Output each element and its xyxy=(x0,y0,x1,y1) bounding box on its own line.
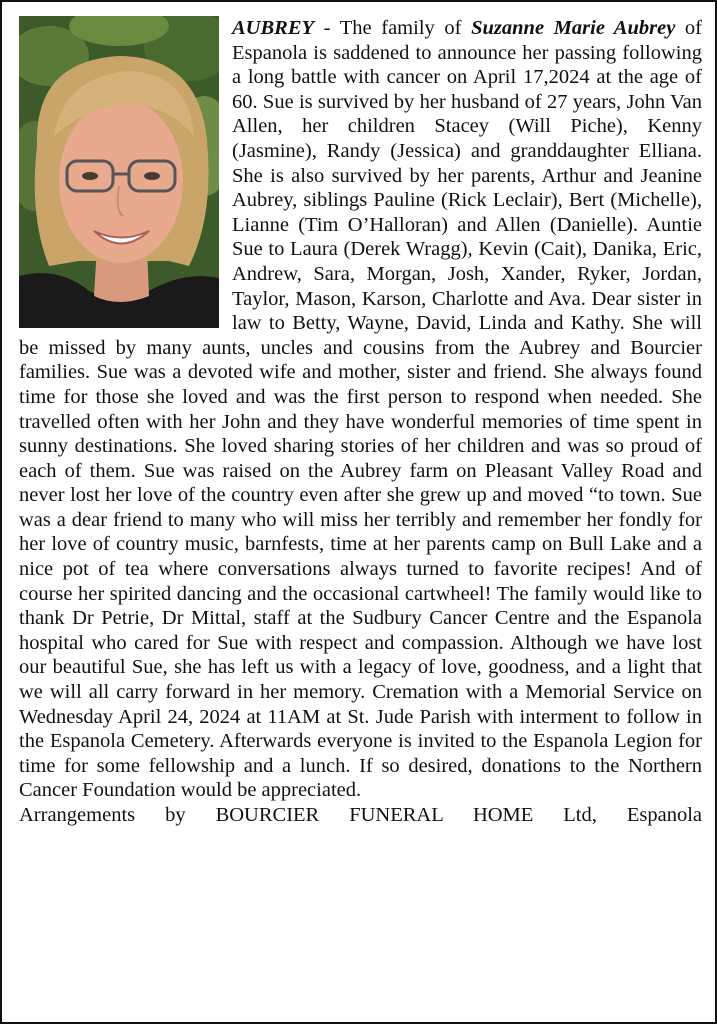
obituary-intro: - The family of xyxy=(314,17,472,39)
obituary-body: of Espanola is saddened to announce her passing following a long battle with cancer on April 17,2024 at the age of 60. Sue is survived by her husband of 27 years, John Van Allen, her children Stacey (Will Piche), Kenny (Jasmine), Randy (Jessica) and granddaughter Elliana. She is also survived by her parents, Arthur and Jeanine Aubrey, siblings Pauline (Rick Leclair), Bert (Michelle), Lianne (Tim O’Halloran) and Allen (Danielle). Auntie Sue to Laura (Derek Wragg), Kevin (Cait), Danika, Eric, Andrew, Sara, Morgan, Josh, Xander, Ryker, Jordan, Taylor, Mason, Karson, Charlotte and Ava. Dear sister in law to Betty, Wayne, David, Linda and Kathy. She will be missed by many aunts, uncles and cousins from the Aubrey and Bourcier families. Sue was a devoted wife and mother, sister and friend. She always found time for those she loved and was the first person to respond when needed. She travelled often with her John and they have wonderful memories of time spent in sunny destinations. She loved sharing stories of her children and was so proud of each of them. Sue was raised on the Aubrey farm on Pleasant Valley Road and never lost her love of the country even after she grew up and moved “to town. Sue was a dear friend to many who will miss her terribly and remember her fondly for her love of country music, barnfests, time at her parents camp on Bull Lake and a nice pot of tea where conversations always turned to favorite recipes! And of course her spirited dancing and the occasional cartwheel! The family would like to thank Dr Petrie, Dr Mittal, staff at the Sudbury Cancer Centre and the Espanola hospital who cared for Sue with respect and compassion. Although we have lost our beautiful Sue, she has left us with a legacy of love, goodness, and a light that we will all carry forward in her memory. Cremation with a Memorial Service on Wednesday April 24, 2024 at 11AM at St. Jude Parish with interment to follow in the Espanola Cemetery. Afterwards everyone is invited to the Espanola Legion for time for some fellowship and a lunch. If so desired, donations to the Northern Cancer Foundation would be appreciated. xyxy=(19,17,703,802)
obituary-full-name: Suzanne Marie Aubrey xyxy=(471,17,676,39)
portrait-image xyxy=(19,16,219,328)
portrait-photo xyxy=(19,16,219,328)
obituary-arrangements: Arrangements by BOURCIER FUNERAL HOME Ltd, Espanola xyxy=(19,804,702,826)
obituary-content xyxy=(19,16,702,828)
obituary-surname: AUBREY xyxy=(232,17,315,39)
